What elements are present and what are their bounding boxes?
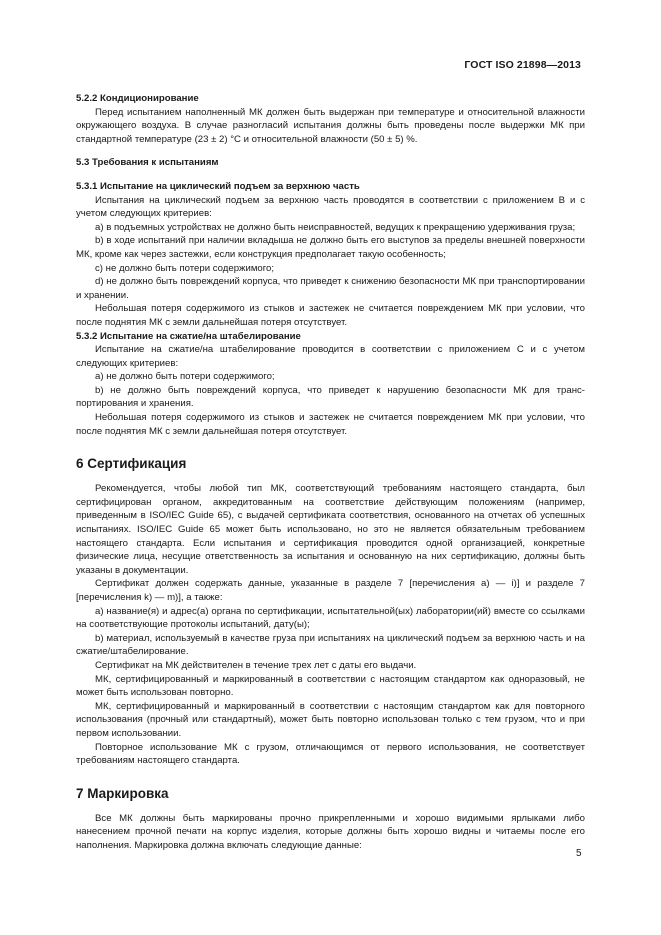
paragraph: Небольшая потеря содержимого из стыков и застежек не считается повреждением МК при условии, что после поднятия МК с земли дальнейшая потеря отсутствует. xyxy=(76,303,585,328)
document-header: ГОСТ ISO 21898—2013 xyxy=(464,59,581,71)
paragraph: Все МК должны быть маркированы прочно прикрепленными и хорошо видимыми ярлыками либо нанесением прочной печати на корпус изделия, которые должны быть хорошо видны и читаемы после его наполнения. Маркировка должна включать следующие данные: xyxy=(76,812,585,851)
paragraph: МК, сертифицированный и маркированный в соответствии с настоящим стандартом как одноразовый, не может быть использован повторно. xyxy=(76,673,585,699)
section-6-heading: 6 Сертификация xyxy=(76,456,187,472)
paragraph: Сертификат на МК действителен в течение трех лет с даты его выдачи. xyxy=(95,659,417,671)
section-5-3-2-title: 5.3.2 Испытание на сжатие/на штабелирование xyxy=(76,330,301,342)
section-5-3-title: 5.3 Требования к испытаниям xyxy=(76,157,219,169)
document-body xyxy=(76,92,585,853)
paragraph: Испытания на циклический подъем за верхнюю часть проводятся в соответствии с приложением В и с учетом следующих критериев: xyxy=(76,194,585,220)
section-5-3-1-title: 5.3.1 Испытание на циклический подъем за верхнюю часть xyxy=(76,180,360,192)
paragraph: Повторное использование МК с грузом, отличающимся от первого использования, не соответствует требованиям настоящего стандарта. xyxy=(76,741,585,767)
paragraph: Рекомендуется, чтобы любой тип МК, соответствующий требованиям настоящего стандарта, был сертифицирован органом, аккредитованным на соответствие действующим положениям (например, приведенным в ISO/IEC Guide 65), с выдачей сертификата соответствия, основанного на отчетах об успешных испытаниях. ISO/IEC Guide 65 может быть использовано, но это не является обязательным требованием настоящего стандарта. Если испытания и сертификация проводится одной организацией, конкретные физические лица, несущие ответственность за испытания и основанную на них сертификацию, должны быть указаны в документации. xyxy=(76,483,585,576)
paragraph: Небольшая потеря содержимого из стыков и застежек не считается повреждением МК при условии, что после поднятия МК с земли дальнейшая потеря отсутствует. xyxy=(76,412,585,437)
section-5-2-2-title: 5.2.2 Кондиционирование xyxy=(76,93,199,104)
paragraph: Перед испытанием наполненный МК должен быть выдержан при температуре и относительной влажности окружающего воздуха. В случае разногласий испытания должны быть проведены после выдержки МК при стандартной температуре (23 ± 2) °С и относительной влажности (50 ± 5) %. xyxy=(76,106,585,145)
list-item: b) материал, используемый в качестве груза при испытаниях на циклический подъем за верхнюю часть и на сжатие/штабелирование. xyxy=(76,632,585,658)
list-item: b) в ходе испытаний при наличии вкладыша не должно быть его выступов за пределы внешней поверхности МК, кроме как через застежки, если конструкция предполагает такую особенность; xyxy=(76,235,585,260)
paragraph: Сертификат должен содержать данные, указанные в разделе 7 [перечисления а) — i)] и разделе 7 [перечисления k) — m)], а также: xyxy=(76,578,585,603)
page-number: 5 xyxy=(576,848,582,859)
list-item: d) не должно быть повреждений корпуса, что приведет к снижению безопасности МК при транспортировании и хранении. xyxy=(76,276,585,301)
list-item: c) не должно быть потери содержимого; xyxy=(95,262,275,274)
list-item: b) не должно быть повреждений корпуса, что приведет к нарушению безопасности МК для транспортирования и хранения. xyxy=(76,384,585,410)
list-item: a) название(я) и адрес(а) органа по сертификации, испытательной(ых) лаборатории(ий) вместе со ссылками на соответствующие протоколы испытаний, дату(ы); xyxy=(76,605,585,631)
list-item: a) в подъемных устройствах не должно быть неисправностей, ведущих к прекращению удерживания груза; xyxy=(95,221,576,233)
list-item: a) не должно быть потери содержимого; xyxy=(95,371,275,383)
paragraph: МК, сертифицированный и маркированный в соответствии с настоящим стандартом как для повторного использования (прочный или стандартный), может быть повторно использован только с тем грузом, что и при первом использовании. xyxy=(76,700,585,739)
section-7-heading: 7 Маркировка xyxy=(76,785,169,801)
paragraph: Испытание на сжатие/на штабелирование проводится в соответствии с приложением С и с учетом следующих критериев: xyxy=(76,344,585,369)
